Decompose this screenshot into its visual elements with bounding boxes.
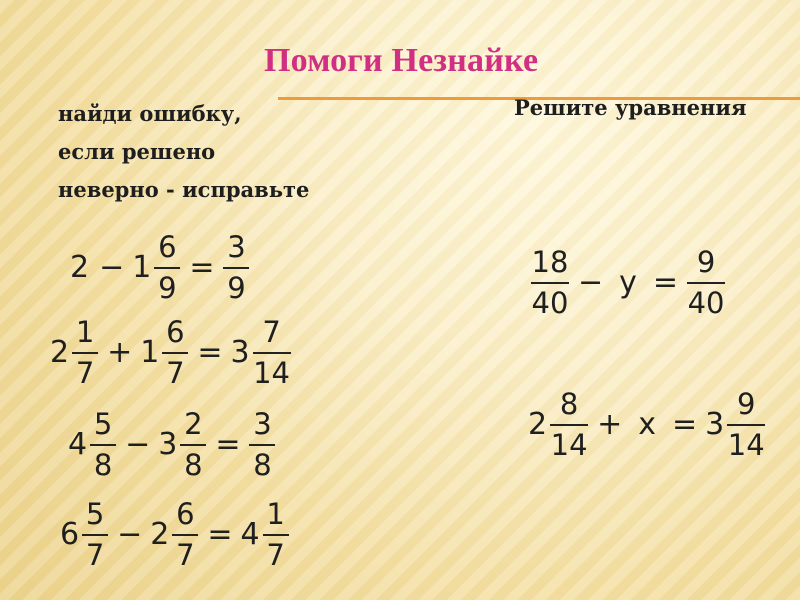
left-eq-1-equals: = <box>189 250 215 285</box>
left-eq-4-numerator-a: 5 <box>85 497 105 531</box>
instruction-line-1: найди ошибку, <box>58 101 242 126</box>
left-eq-2-fraction-a <box>72 315 98 390</box>
right-eq-2-result-whole: 3 <box>705 407 725 442</box>
fraction-bar <box>180 444 206 446</box>
left-eq-1-denominator-b: 9 <box>158 271 177 305</box>
left-eq-2-denominator-a: 7 <box>75 356 95 390</box>
right-eq-2-variable: x <box>638 407 656 442</box>
left-equation-1 <box>70 230 250 305</box>
right-eq-1-result-fraction <box>687 245 725 320</box>
fraction-bar <box>90 444 116 446</box>
left-eq-4-result-fraction <box>263 497 289 572</box>
left-eq-1-result-fraction <box>223 230 249 305</box>
left-eq-2-result-denominator: 14 <box>253 356 291 390</box>
left-eq-2-whole-a: 2 <box>50 335 70 370</box>
left-eq-2-equals: = <box>197 335 223 370</box>
left-eq-2-result-whole: 3 <box>230 335 250 370</box>
fraction-bar <box>263 534 289 536</box>
left-eq-3-whole-a: 4 <box>68 427 88 462</box>
left-eq-1-whole-a: 2 <box>70 250 90 285</box>
left-eq-2-result-numerator: 7 <box>262 315 281 349</box>
left-eq-4-numerator-b: 6 <box>176 497 195 531</box>
left-eq-1-whole-b: 1 <box>132 250 152 285</box>
left-eq-4-result-numerator: 1 <box>266 497 285 531</box>
left-eq-2-numerator-a: 1 <box>75 315 95 349</box>
left-eq-3-denominator-a: 8 <box>93 448 113 482</box>
right-eq-2-result-numerator: 9 <box>737 387 756 421</box>
left-eq-3-result-fraction <box>249 407 275 482</box>
instruction-line-3: неверно - исправьте <box>58 177 310 202</box>
left-eq-2-whole-b: 1 <box>140 335 160 370</box>
right-eq-2-whole-a: 2 <box>528 407 548 442</box>
left-equation-2 <box>50 315 292 390</box>
left-eq-4-fraction-a <box>82 497 108 572</box>
right-eq-1-fraction-a <box>531 245 569 320</box>
right-eq-1-numerator-a: 18 <box>531 245 569 279</box>
left-eq-3-numerator-b: 2 <box>184 407 203 441</box>
right-equation-2 <box>528 387 766 462</box>
fraction-bar <box>531 282 569 284</box>
left-eq-1-numerator-b: 6 <box>158 230 177 264</box>
left-eq-2-result-fraction <box>253 315 291 390</box>
left-eq-3-fraction-a <box>90 407 116 482</box>
fraction-bar <box>249 444 275 446</box>
left-eq-1-result-numerator: 3 <box>227 230 246 264</box>
left-eq-2-denominator-b: 7 <box>166 356 185 390</box>
right-eq-2-result-fraction <box>727 387 765 462</box>
left-eq-3-denominator-b: 8 <box>184 448 203 482</box>
fraction-bar <box>253 352 291 354</box>
fraction-bar <box>727 424 765 426</box>
left-eq-1-result-denominator: 9 <box>227 271 246 305</box>
left-equation-4 <box>60 497 290 572</box>
left-eq-3-numerator-a: 5 <box>93 407 113 441</box>
left-eq-4-fraction-b <box>172 497 198 572</box>
right-eq-2-equals: = <box>672 407 698 442</box>
left-eq-1-operator: − <box>99 250 125 285</box>
left-eq-2-numerator-b: 6 <box>166 315 185 349</box>
right-eq-2-numerator-a: 8 <box>559 387 579 421</box>
fraction-bar <box>223 267 249 269</box>
fraction-bar <box>687 282 725 284</box>
left-eq-3-whole-b: 3 <box>158 427 178 462</box>
right-equation-1 <box>530 245 726 320</box>
left-instructions <box>58 95 378 209</box>
right-heading: Решите уравнения <box>514 95 747 120</box>
right-eq-2-operator: + <box>597 407 623 442</box>
left-eq-3-fraction-b <box>180 407 206 482</box>
left-eq-4-denominator-b: 7 <box>176 538 195 572</box>
right-eq-1-variable: y <box>619 265 637 300</box>
left-eq-3-equals: = <box>215 427 241 462</box>
fraction-bar <box>172 534 198 536</box>
slide-title: Помоги Незнайке <box>264 42 539 79</box>
right-eq-1-equals: = <box>652 265 679 300</box>
left-eq-4-equals: = <box>207 517 233 552</box>
left-eq-1-fraction-b <box>154 230 180 305</box>
left-eq-2-fraction-b <box>162 315 188 390</box>
right-eq-1-result-numerator: 9 <box>696 245 716 279</box>
right-eq-1-operator: − <box>578 265 604 300</box>
left-eq-4-operator: − <box>117 517 143 552</box>
instruction-line-2: если решено <box>58 139 216 164</box>
right-eq-2-fraction-a <box>550 387 588 462</box>
fraction-bar <box>82 534 108 536</box>
left-eq-3-result-denominator: 8 <box>253 448 272 482</box>
right-eq-2-result-denominator: 14 <box>727 428 765 462</box>
left-eq-3-operator: − <box>125 427 151 462</box>
fraction-bar <box>154 267 180 269</box>
left-eq-2-operator: + <box>107 335 133 370</box>
fraction-bar <box>162 352 188 354</box>
fraction-bar <box>550 424 588 426</box>
left-eq-4-result-whole: 4 <box>240 517 260 552</box>
left-eq-4-result-denominator: 7 <box>266 538 285 572</box>
left-eq-4-whole-b: 2 <box>150 517 170 552</box>
left-eq-4-denominator-a: 7 <box>85 538 105 572</box>
right-eq-1-denominator-a: 40 <box>531 286 569 320</box>
left-eq-3-result-numerator: 3 <box>253 407 272 441</box>
fraction-bar <box>72 352 98 354</box>
left-eq-4-whole-a: 6 <box>60 517 80 552</box>
right-eq-1-result-denominator: 40 <box>687 286 725 320</box>
right-eq-2-denominator-a: 14 <box>550 428 588 462</box>
left-equation-3 <box>68 407 276 482</box>
